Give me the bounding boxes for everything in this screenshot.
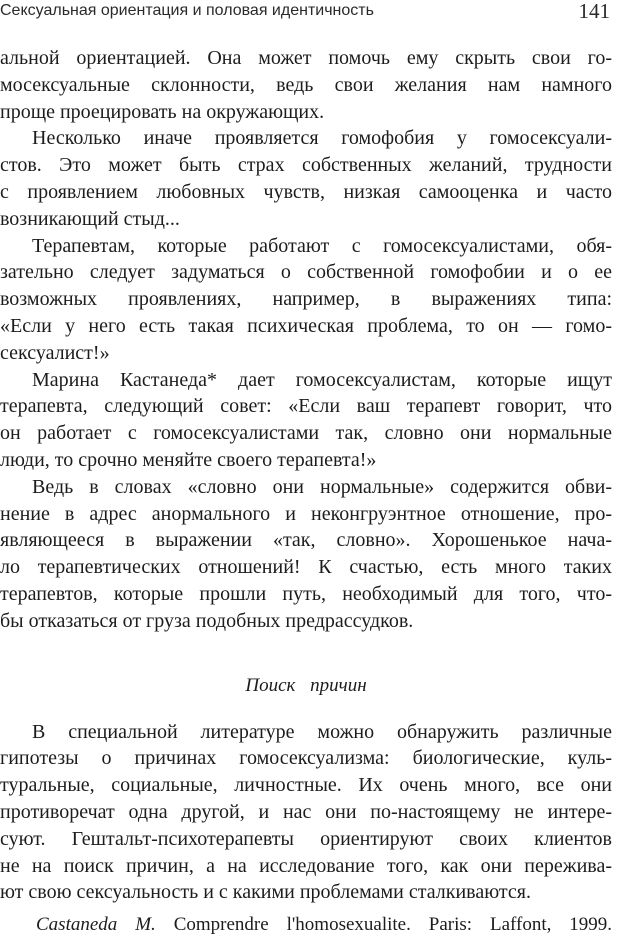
paragraphs-bottom <box>0 719 612 907</box>
text-line: ло терапевтических отношений! К счастью, есть много таких <box>0 556 612 579</box>
text-line: возникающий стыд... <box>0 207 180 230</box>
section-heading: Поиск причин <box>245 674 367 696</box>
text-line: терапевта, следующий совет: «Если ваш терапевт говорит, что <box>0 395 612 418</box>
text-line: являющееся в выражении «так, словно». Хорошенькое нача- <box>0 529 612 552</box>
text-line: «Если у него есть такая психическая проблема, то он — гомо- <box>0 314 612 337</box>
text-line: туральные, социальные, личностные. Их очень много, все они <box>0 774 612 797</box>
text-line: стов. Это может быть страх собственных желаний, трудности <box>0 154 612 177</box>
text-line: он работает с гомосексуалистами так, словно они нормальные <box>0 422 612 445</box>
footnote-author: Castaneda M. <box>36 914 156 935</box>
text-line: Марина Кастанеда* дает гомосексуалистам, которые ищут <box>32 368 612 391</box>
footnote <box>36 914 612 936</box>
text-line: нение в адрес анормального и неконгруэнтное отношение, про- <box>0 502 612 525</box>
text-line: альной ориентацией. Она может помочь ему скрыть свои го- <box>0 47 612 69</box>
paragraph <box>0 125 612 232</box>
running-header <box>0 0 610 26</box>
paragraph <box>0 367 612 474</box>
paragraph <box>0 474 612 635</box>
text-line: не на поиск причин, а на исследование того, как они пережива- <box>0 854 612 877</box>
text-line: Ведь в словах «словно они нормальные» содержится обви- <box>32 475 612 498</box>
text-line: люди, то срочно меняйте своего терапевта!» <box>0 448 377 471</box>
text-line: В специальной литературе можно обнаружить различные <box>32 720 612 743</box>
text-line: зательно следует задуматься о собственной гомофобии и о ее <box>0 261 612 284</box>
text-line: мосексуальные склонности, ведь свои желания нам намного <box>0 73 612 96</box>
text-line: терапевтов, которые прошли путь, необходимый для того, что- <box>0 582 612 605</box>
text-line: Терапевтам, которые работают с гомосексуалистами, обя- <box>32 234 612 257</box>
text-line: возможных проявлениях, например, в выражениях типа: <box>0 288 612 311</box>
text-line: сексуалист!» <box>0 341 110 364</box>
text-line: с проявлением любовных чувств, низкая самооценка и часто <box>0 180 612 203</box>
paragraphs-top <box>0 45 612 635</box>
text-line: суют. Гештальт-психотерапевты ориентируют своих клиентов <box>0 827 612 850</box>
footnote-text: Comprendre l'homosexualite. Paris: Laffont, 1999. <box>173 914 613 935</box>
page-number: 141 <box>578 0 610 23</box>
paragraph <box>0 719 612 907</box>
paragraph <box>0 45 612 125</box>
text-line: противоречат одна другой, и нас они по-настоящему не интере- <box>0 800 612 823</box>
text-line: Несколько иначе проявляется гомофобия у гомосексуали- <box>32 127 612 150</box>
text-line: бы отказаться от груза подобных предрассудков. <box>0 609 414 632</box>
text-line: проще проецировать на окружающих. <box>0 100 325 123</box>
text-line: ют свою сексуальность и с какими проблемами сталкиваются. <box>0 881 531 904</box>
paragraph <box>0 233 612 367</box>
running-header-title: Сексуальная ориентация и половая идентичность <box>0 2 374 19</box>
text-line: гипотезы о причинах гомосексуализма: биологические, куль- <box>0 747 612 770</box>
body-text <box>0 45 612 906</box>
